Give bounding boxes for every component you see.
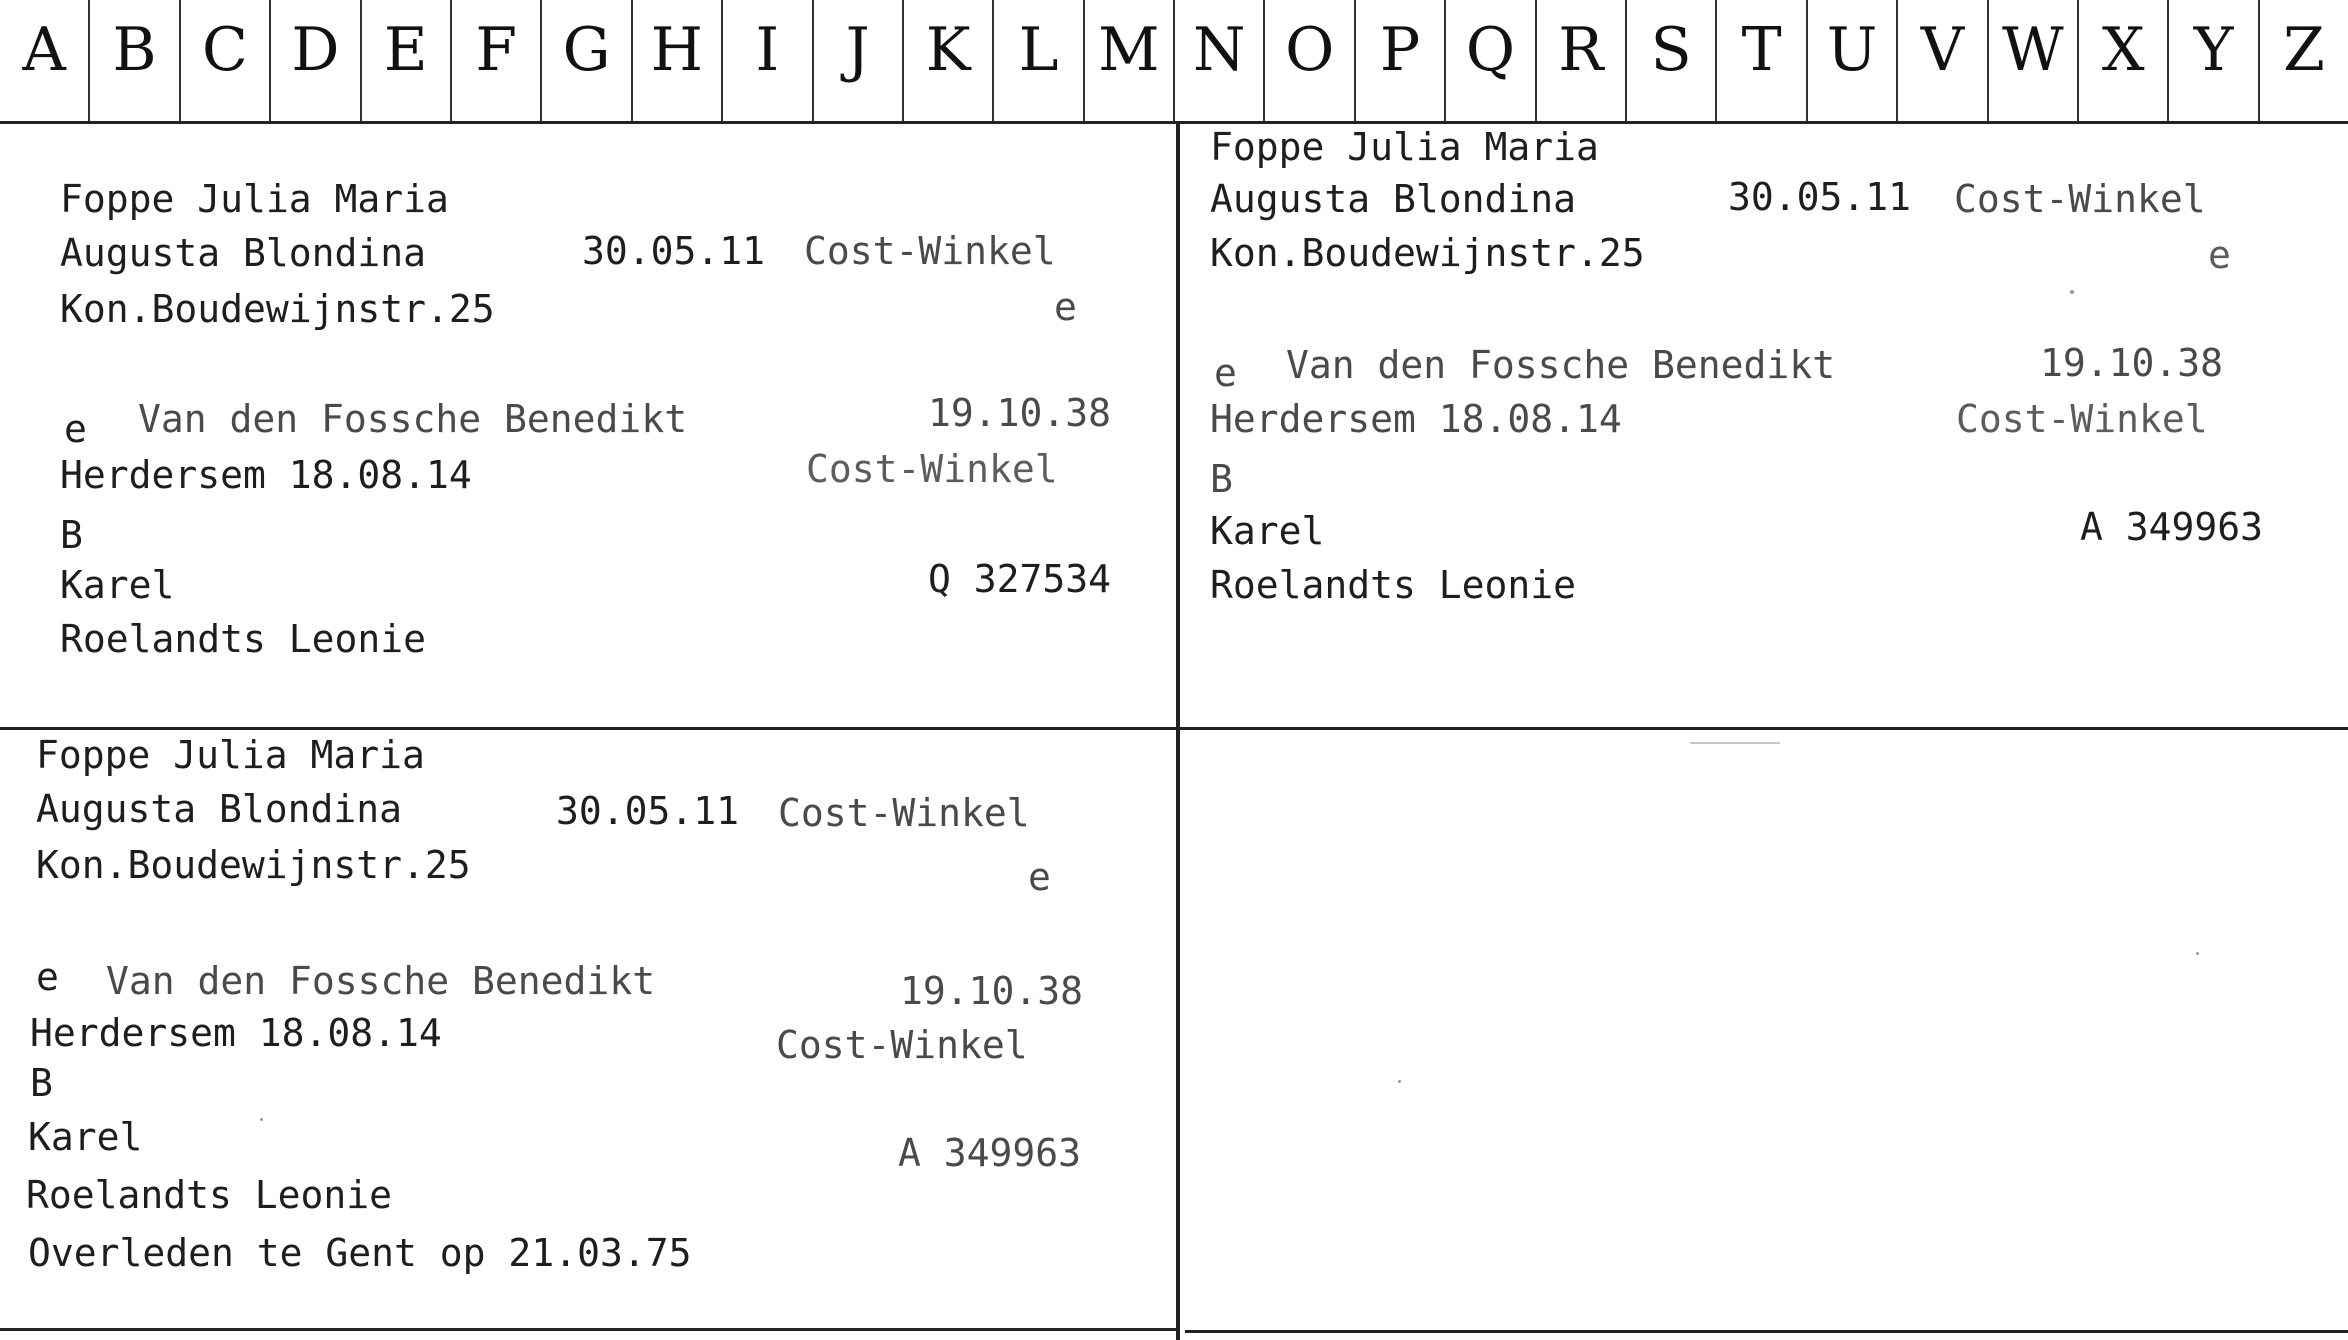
scan-speck xyxy=(1690,742,1780,744)
place-of-birth: Cost-Winkel xyxy=(778,791,1030,835)
spouse-prefix: e xyxy=(36,955,59,999)
gender-mark: e xyxy=(1028,855,1051,899)
spouse-prefix: e xyxy=(1214,351,1237,395)
scan-speck xyxy=(1398,1080,1401,1083)
alphabet-letter-c: C xyxy=(181,0,271,121)
spouse-name: Van den Fossche Benedikt xyxy=(138,397,688,441)
alphabet-letter-m: M xyxy=(1085,0,1175,121)
name-line-2: Augusta Blondina xyxy=(36,787,403,831)
name-line-2: Augusta Blondina xyxy=(1210,177,1577,221)
alphabet-letter-f: F xyxy=(452,0,542,121)
father-name: Karel xyxy=(1210,509,1325,553)
name-line-1: Foppe Julia Maria xyxy=(36,733,425,777)
alphabet-letter-j: J xyxy=(814,0,904,121)
alphabet-letter-g: G xyxy=(542,0,632,121)
alphabet-letter-s: S xyxy=(1627,0,1717,121)
marriage-place: Cost-Winkel xyxy=(806,447,1058,491)
marriage-date: 19.10.38 xyxy=(900,969,1084,1013)
id-number: A 349963 xyxy=(898,1131,1082,1175)
name-line-1: Foppe Julia Maria xyxy=(1210,125,1599,169)
father-name: Karel xyxy=(60,563,175,607)
alphabet-letter-d: D xyxy=(271,0,361,121)
marriage-date: 19.10.38 xyxy=(2040,341,2224,385)
place-of-birth: Cost-Winkel xyxy=(1954,177,2206,221)
mother-name: Roelandts Leonie xyxy=(26,1173,393,1217)
marriage-date: 19.10.38 xyxy=(928,391,1112,435)
civil-status-letter: B xyxy=(60,513,83,557)
alphabet-letter-n: N xyxy=(1175,0,1265,121)
alphabet-letter-o: O xyxy=(1265,0,1355,121)
alphabet-letter-u: U xyxy=(1808,0,1898,121)
card-divider-bottom-left xyxy=(0,1328,1176,1331)
father-name: Karel xyxy=(28,1115,143,1159)
civil-status-letter: B xyxy=(1210,457,1233,501)
alphabet-index-row xyxy=(0,0,2348,124)
gender-mark: e xyxy=(1054,285,1077,329)
alphabet-letter-k: K xyxy=(904,0,994,121)
scan-speck xyxy=(260,1118,263,1121)
alphabet-letter-q: Q xyxy=(1446,0,1536,121)
spouse-name: Van den Fossche Benedikt xyxy=(106,959,656,1003)
alphabet-letter-x: X xyxy=(2079,0,2169,121)
marriage-place: Cost-Winkel xyxy=(1956,397,2208,441)
alphabet-letter-y: Y xyxy=(2169,0,2259,121)
spouse-prefix: e xyxy=(64,407,87,451)
alphabet-letter-h: H xyxy=(633,0,723,121)
address: Kon.Boudewijnstr.25 xyxy=(36,843,471,887)
birth-date: 30.05.11 xyxy=(582,229,766,273)
name-line-1: Foppe Julia Maria xyxy=(60,177,449,221)
mother-name: Roelandts Leonie xyxy=(1210,563,1577,607)
alphabet-letter-p: P xyxy=(1356,0,1446,121)
alphabet-letter-r: R xyxy=(1537,0,1627,121)
civil-status-letter: B xyxy=(30,1061,53,1105)
alphabet-letter-z: Z xyxy=(2283,15,2325,85)
spouse-birth: Herdersem 18.08.14 xyxy=(60,453,472,497)
spouse-name: Van den Fossche Benedikt xyxy=(1286,343,1836,387)
scan-speck xyxy=(2070,290,2074,294)
spouse-birth: Herdersem 18.08.14 xyxy=(1210,397,1622,441)
address: Kon.Boudewijnstr.25 xyxy=(1210,231,1645,275)
name-line-2: Augusta Blondina xyxy=(60,231,427,275)
id-number: Q 327534 xyxy=(928,557,1112,601)
card-top-left xyxy=(0,124,1176,727)
alphabet-letter-i: I xyxy=(723,0,813,121)
place-of-birth: Cost-Winkel xyxy=(804,229,1056,273)
alphabet-letter-e: E xyxy=(362,0,452,121)
address: Kon.Boudewijnstr.25 xyxy=(60,287,495,331)
alphabet-letter-w: W xyxy=(1989,0,2079,121)
birth-date: 30.05.11 xyxy=(556,789,740,833)
card-top-right xyxy=(1180,124,2348,727)
alphabet-letter-l: L xyxy=(994,0,1084,121)
scan-speck xyxy=(2196,952,2199,955)
alphabet-letter-b: B xyxy=(90,0,180,121)
id-number: A 349963 xyxy=(2080,505,2264,549)
alphabet-letter-t: T xyxy=(1717,0,1807,121)
mother-name: Roelandts Leonie xyxy=(60,617,427,661)
alphabet-letter-v: V xyxy=(1898,0,1988,121)
gender-mark: e xyxy=(2208,233,2231,277)
marriage-place: Cost-Winkel xyxy=(776,1023,1028,1067)
card-divider-bottom-right xyxy=(1185,1330,2348,1333)
card-bottom-right-empty xyxy=(1180,730,2348,1330)
death-note: Overleden te Gent op 21.03.75 xyxy=(28,1231,692,1275)
card-bottom-left xyxy=(0,730,1176,1328)
alphabet-letter-a: A xyxy=(0,0,90,121)
spouse-birth: Herdersem 18.08.14 xyxy=(30,1011,442,1055)
birth-date: 30.05.11 xyxy=(1728,175,1912,219)
